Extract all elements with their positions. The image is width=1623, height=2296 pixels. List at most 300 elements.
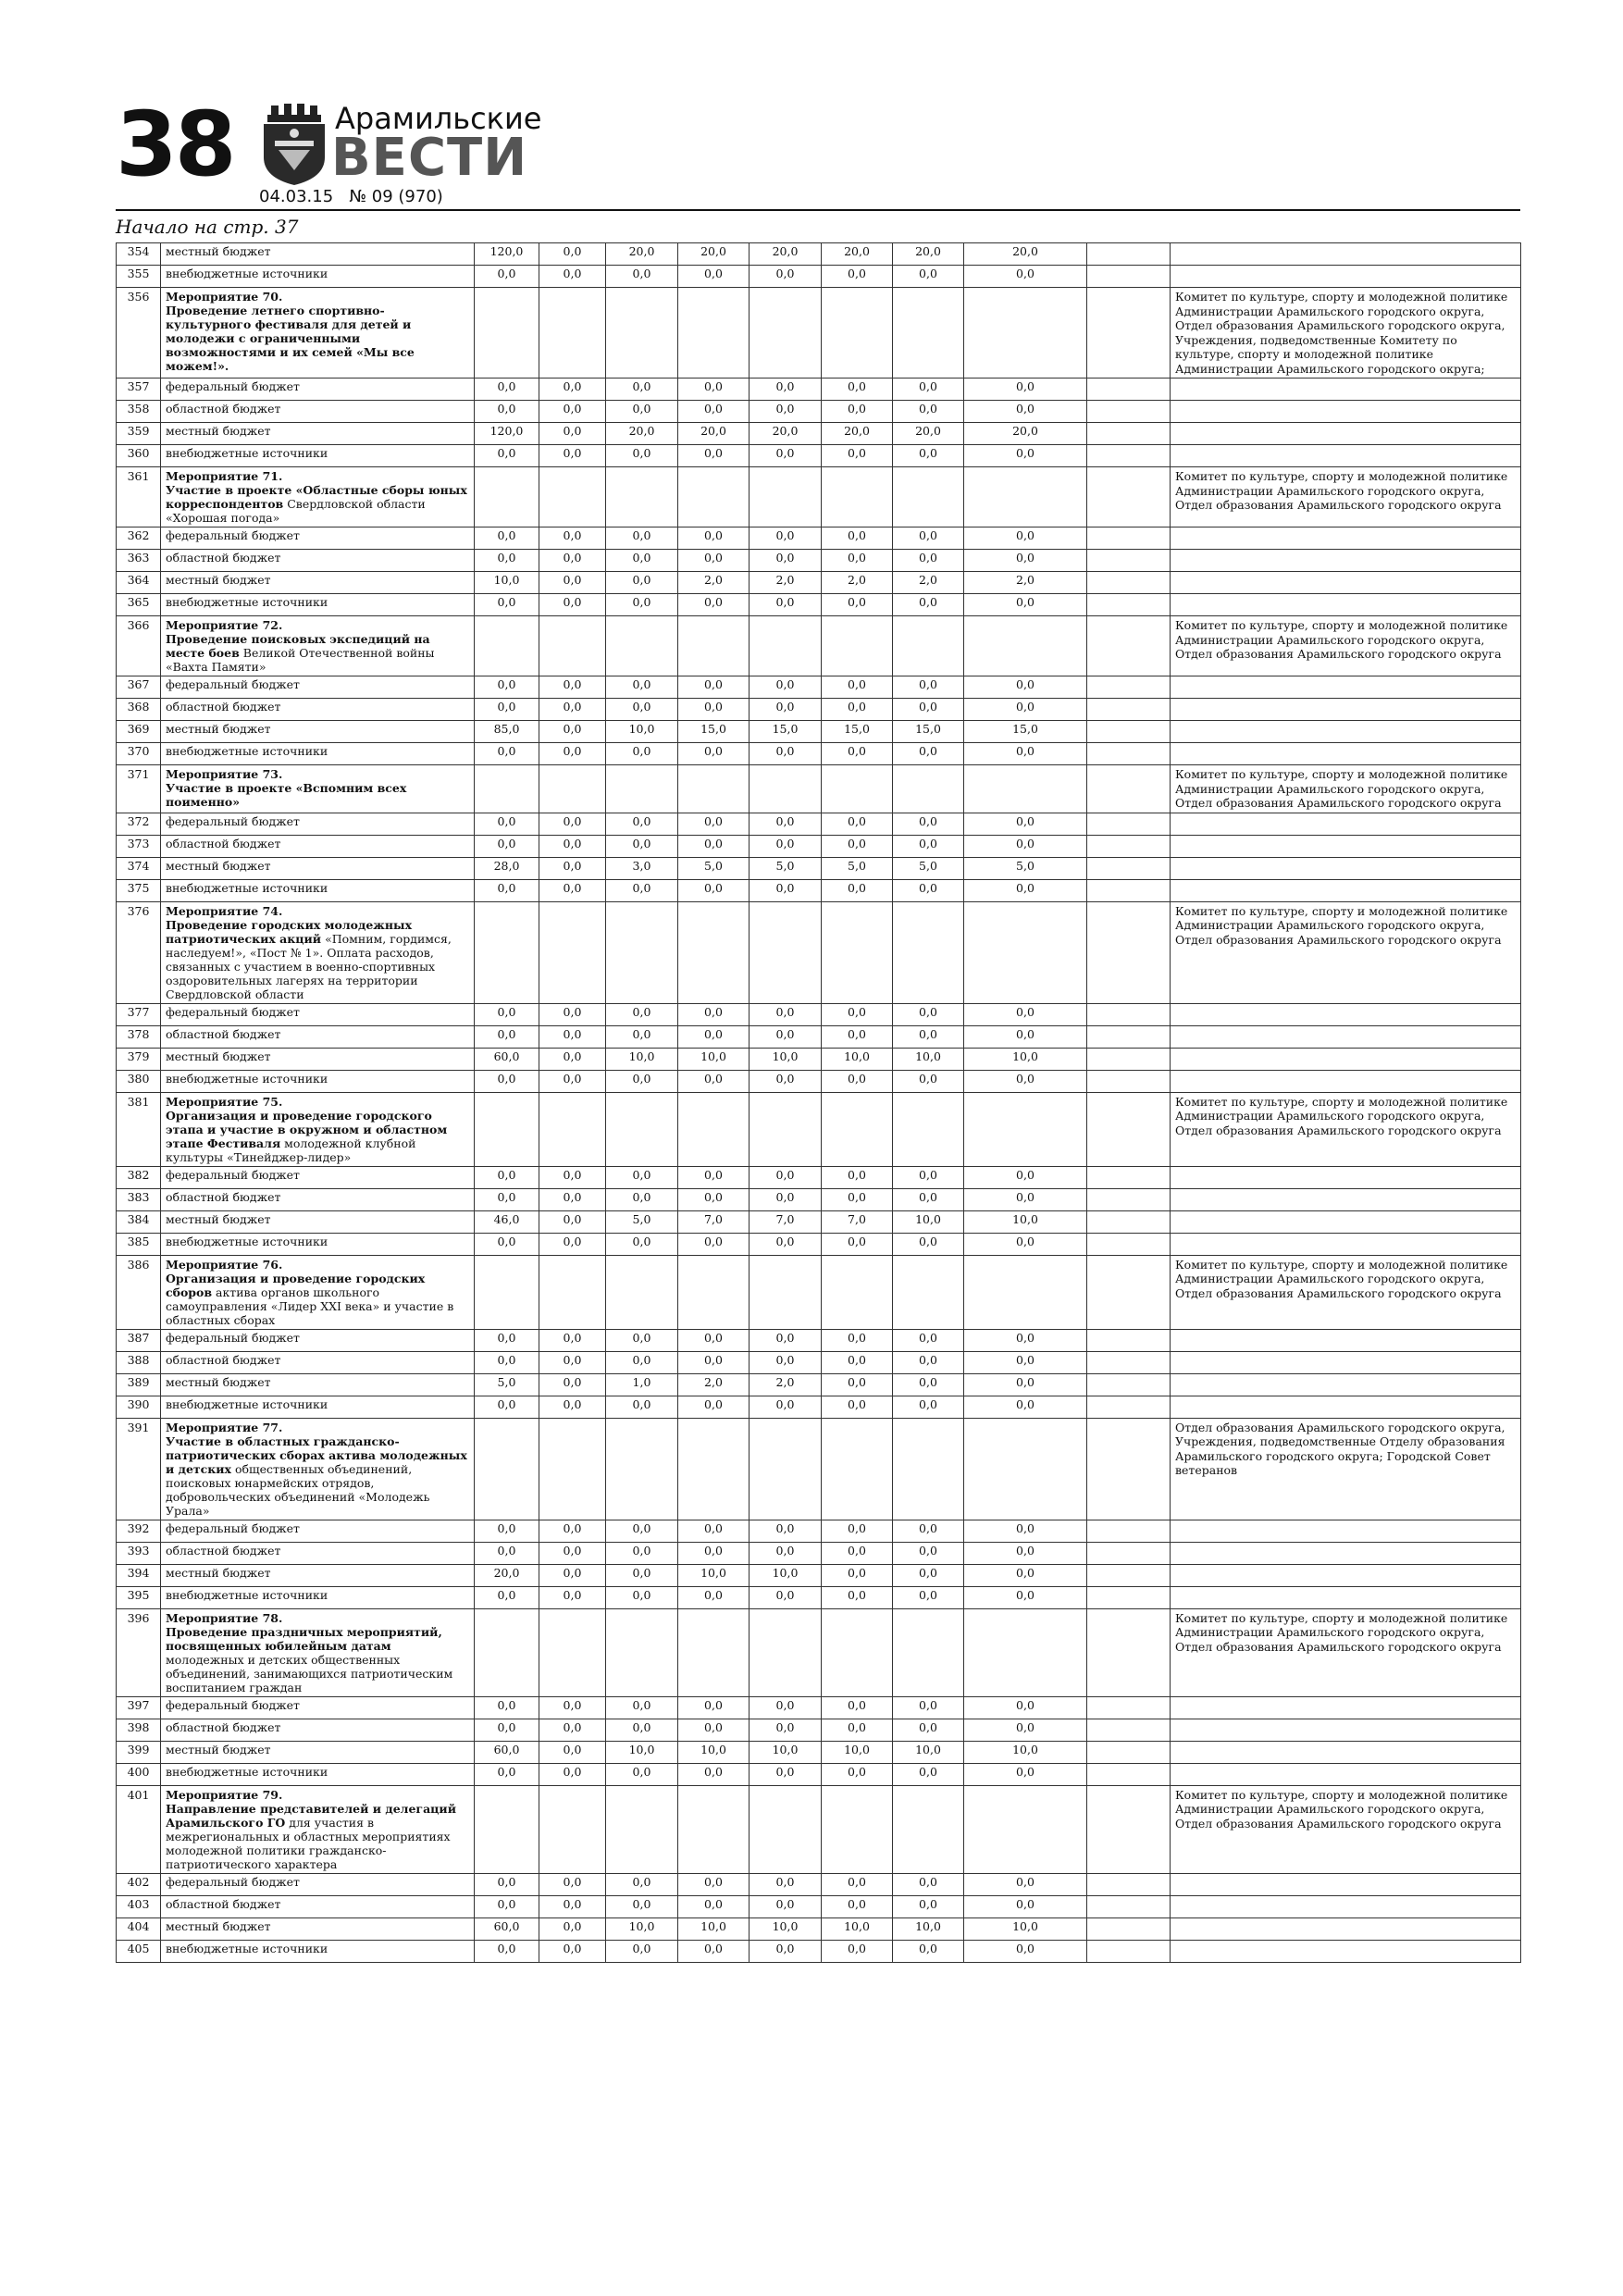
empty-cell (1087, 527, 1171, 550)
empty-cell (1087, 1785, 1171, 1873)
amount-cell: 0,0 (822, 813, 893, 835)
amount-cell: 0,0 (964, 1351, 1087, 1373)
amount-cell: 5,0 (750, 857, 822, 879)
amount-cell: 0,0 (750, 1166, 822, 1188)
amount-cell: 10,0 (606, 1917, 678, 1940)
funding-source-label: федеральный бюджет (161, 813, 475, 835)
amount-cell: 0,0 (539, 676, 606, 699)
amount-cell: 0,0 (678, 1166, 750, 1188)
empty-cell (678, 1785, 750, 1873)
funding-source-label: местный бюджет (161, 1917, 475, 1940)
responsible-executors: Комитет по культуре, спорту и молодежной политике Администрации Арамильского городского округа, Отдел образования Арамильского городского округа, Учреждения, подведомственные Комитету по культуре, спорту и молодежной политике Администрации Арамильского городского округа; (1171, 288, 1521, 379)
empty-cell (893, 616, 964, 676)
empty-cell (1171, 1542, 1521, 1564)
amount-cell: 0,0 (678, 1396, 750, 1418)
amount-cell: 0,0 (475, 1696, 539, 1719)
empty-cell (1087, 721, 1171, 743)
event-number: Мероприятие 72. (166, 618, 283, 632)
funding-source-label: федеральный бюджет (161, 1873, 475, 1895)
amount-cell: 0,0 (475, 1188, 539, 1210)
amount-cell: 0,0 (964, 1396, 1087, 1418)
responsible-executors: Комитет по культуре, спорту и молодежной политике Администрации Арамильского городского округа, Отдел образования Арамильского городского округа (1171, 1092, 1521, 1166)
empty-cell (1087, 857, 1171, 879)
amount-cell: 0,0 (750, 1329, 822, 1351)
amount-cell: 0,0 (750, 1351, 822, 1373)
event-title-continuation: общественных объединений, поисковых юнармейских отрядов, добровольческих объединений «Молодежь Урала» (166, 1461, 430, 1518)
amount-cell: 0,0 (475, 1763, 539, 1785)
amount-cell: 0,0 (475, 1166, 539, 1188)
event-title-continuation: молодежной клубной культуры «Тинейджер-лидер» (166, 1136, 416, 1164)
empty-cell (1171, 1895, 1521, 1917)
amount-cell: 0,0 (678, 445, 750, 467)
amount-cell: 0,0 (964, 550, 1087, 572)
amount-cell: 0,0 (893, 1329, 964, 1351)
empty-cell (1087, 1210, 1171, 1233)
amount-cell: 0,0 (822, 1070, 893, 1092)
amount-cell: 0,0 (475, 1520, 539, 1542)
funding-row (117, 1741, 1521, 1763)
amount-cell: 0,0 (893, 1586, 964, 1608)
empty-cell (1171, 1210, 1521, 1233)
amount-cell: 0,0 (539, 266, 606, 288)
amount-cell: 0,0 (964, 743, 1087, 765)
row-number: 356 (117, 288, 161, 379)
amount-cell: 0,0 (539, 721, 606, 743)
empty-cell (1171, 594, 1521, 616)
amount-cell: 0,0 (475, 835, 539, 857)
amount-cell: 10,0 (606, 1048, 678, 1070)
empty-cell (1087, 1719, 1171, 1741)
amount-cell: 0,0 (822, 1025, 893, 1048)
row-number: 367 (117, 676, 161, 699)
empty-cell (1171, 379, 1521, 401)
empty-cell (1171, 835, 1521, 857)
amount-cell: 0,0 (678, 835, 750, 857)
amount-cell: 0,0 (539, 1070, 606, 1092)
funding-row (117, 857, 1521, 879)
event-title: Участие в проекте «Областные сборы юных корреспондентов (166, 483, 467, 511)
empty-cell (678, 1255, 750, 1329)
amount-cell: 0,0 (678, 1070, 750, 1092)
amount-cell: 0,0 (475, 879, 539, 901)
empty-cell (475, 1255, 539, 1329)
funding-source-label: местный бюджет (161, 423, 475, 445)
empty-cell (1087, 594, 1171, 616)
row-number: 378 (117, 1025, 161, 1048)
amount-cell: 0,0 (606, 835, 678, 857)
amount-cell: 0,0 (822, 1696, 893, 1719)
amount-cell: 0,0 (893, 1166, 964, 1188)
amount-cell: 0,0 (893, 1188, 964, 1210)
amount-cell: 0,0 (678, 699, 750, 721)
budget-table-body (117, 243, 1521, 1963)
row-number: 368 (117, 699, 161, 721)
amount-cell: 10,0 (678, 1048, 750, 1070)
funding-row (117, 699, 1521, 721)
amount-cell: 2,0 (678, 572, 750, 594)
amount-cell: 20,0 (964, 423, 1087, 445)
amount-cell: 0,0 (539, 1396, 606, 1418)
amount-cell: 5,0 (606, 1210, 678, 1233)
amount-cell: 0,0 (606, 379, 678, 401)
empty-cell (964, 616, 1087, 676)
amount-cell: 0,0 (678, 813, 750, 835)
amount-cell: 0,0 (822, 1895, 893, 1917)
amount-cell: 0,0 (750, 379, 822, 401)
amount-cell: 10,0 (606, 721, 678, 743)
amount-cell: 0,0 (539, 379, 606, 401)
amount-cell: 0,0 (606, 550, 678, 572)
funding-source-label: областной бюджет (161, 1542, 475, 1564)
empty-cell (1171, 1696, 1521, 1719)
row-number: 398 (117, 1719, 161, 1741)
funding-source-label: местный бюджет (161, 1564, 475, 1586)
empty-cell (750, 1608, 822, 1696)
issue-info (259, 187, 443, 206)
amount-cell: 0,0 (893, 594, 964, 616)
amount-cell: 0,0 (539, 1940, 606, 1962)
empty-cell (964, 1255, 1087, 1329)
row-number: 372 (117, 813, 161, 835)
funding-source-label: внебюджетные источники (161, 879, 475, 901)
empty-cell (678, 1418, 750, 1520)
funding-source-label: местный бюджет (161, 1048, 475, 1070)
empty-cell (893, 1785, 964, 1873)
funding-source-label: местный бюджет (161, 721, 475, 743)
amount-cell: 0,0 (964, 266, 1087, 288)
empty-cell (1171, 1373, 1521, 1396)
funding-source-label: местный бюджет (161, 857, 475, 879)
amount-cell: 0,0 (893, 1396, 964, 1418)
empty-cell (893, 1608, 964, 1696)
amount-cell: 28,0 (475, 857, 539, 879)
amount-cell: 0,0 (822, 1396, 893, 1418)
event-row (117, 467, 1521, 527)
amount-cell: 0,0 (893, 1564, 964, 1586)
amount-cell: 0,0 (750, 1696, 822, 1719)
empty-cell (822, 1785, 893, 1873)
amount-cell: 20,0 (475, 1564, 539, 1586)
empty-cell (750, 1255, 822, 1329)
amount-cell: 10,0 (678, 1917, 750, 1940)
funding-source-label: внебюджетные источники (161, 1763, 475, 1785)
empty-cell (1171, 550, 1521, 572)
amount-cell: 10,0 (750, 1564, 822, 1586)
empty-cell (475, 467, 539, 527)
amount-cell: 0,0 (475, 1351, 539, 1373)
empty-cell (964, 765, 1087, 813)
funding-source-label: внебюджетные источники (161, 1396, 475, 1418)
funding-row (117, 1917, 1521, 1940)
amount-cell: 0,0 (606, 1586, 678, 1608)
amount-cell: 46,0 (475, 1210, 539, 1233)
event-title-cell (161, 467, 475, 527)
amount-cell: 0,0 (893, 401, 964, 423)
amount-cell: 0,0 (678, 266, 750, 288)
amount-cell: 10,0 (750, 1917, 822, 1940)
row-number: 358 (117, 401, 161, 423)
amount-cell: 0,0 (606, 1520, 678, 1542)
empty-cell (1171, 1166, 1521, 1188)
empty-cell (1087, 1351, 1171, 1373)
amount-cell: 0,0 (475, 1542, 539, 1564)
amount-cell: 0,0 (678, 1940, 750, 1962)
amount-cell: 10,0 (893, 1741, 964, 1763)
amount-cell: 0,0 (822, 1586, 893, 1608)
funding-source-label: федеральный бюджет (161, 527, 475, 550)
amount-cell: 0,0 (893, 527, 964, 550)
amount-cell: 0,0 (539, 423, 606, 445)
funding-row (117, 813, 1521, 835)
funding-source-label: федеральный бюджет (161, 1520, 475, 1542)
empty-cell (822, 616, 893, 676)
amount-cell: 20,0 (678, 243, 750, 266)
empty-cell (1087, 550, 1171, 572)
event-title-cell (161, 901, 475, 1003)
amount-cell: 0,0 (893, 379, 964, 401)
amount-cell: 0,0 (750, 594, 822, 616)
row-number: 369 (117, 721, 161, 743)
row-number: 383 (117, 1188, 161, 1210)
amount-cell: 0,0 (539, 1520, 606, 1542)
empty-cell (539, 467, 606, 527)
empty-cell (750, 616, 822, 676)
row-number: 402 (117, 1873, 161, 1895)
row-number: 404 (117, 1917, 161, 1940)
funding-row (117, 1351, 1521, 1373)
empty-cell (606, 1255, 678, 1329)
funding-row (117, 243, 1521, 266)
empty-cell (1087, 1373, 1171, 1396)
amount-cell: 0,0 (475, 1873, 539, 1895)
funding-source-label: федеральный бюджет (161, 379, 475, 401)
amount-cell: 20,0 (678, 423, 750, 445)
amount-cell: 0,0 (678, 379, 750, 401)
funding-source-label: областной бюджет (161, 550, 475, 572)
amount-cell: 0,0 (822, 1329, 893, 1351)
amount-cell: 0,0 (678, 1003, 750, 1025)
row-number: 374 (117, 857, 161, 879)
amount-cell: 0,0 (539, 1741, 606, 1763)
amount-cell: 15,0 (822, 721, 893, 743)
empty-cell (606, 288, 678, 379)
amount-cell: 0,0 (964, 1373, 1087, 1396)
empty-cell (1087, 1741, 1171, 1763)
amount-cell: 0,0 (475, 1396, 539, 1418)
empty-cell (1171, 266, 1521, 288)
amount-cell: 0,0 (678, 1586, 750, 1608)
funding-source-label: местный бюджет (161, 1210, 475, 1233)
empty-cell (475, 1418, 539, 1520)
event-row (117, 1255, 1521, 1329)
amount-cell: 20,0 (893, 243, 964, 266)
amount-cell: 0,0 (822, 1233, 893, 1255)
event-number: Мероприятие 75. (166, 1094, 283, 1109)
amount-cell: 0,0 (750, 550, 822, 572)
empty-cell (1087, 1233, 1171, 1255)
amount-cell: 0,0 (750, 1520, 822, 1542)
empty-cell (1087, 901, 1171, 1003)
row-number: 379 (117, 1048, 161, 1070)
amount-cell: 0,0 (475, 1025, 539, 1048)
empty-cell (539, 1092, 606, 1166)
event-title: Проведение летнего спортивно-культурного фестиваля для детей и молодежи с ограниченными возможностями и их семей «Мы все можем!». (166, 304, 415, 373)
row-number: 354 (117, 243, 161, 266)
amount-cell: 0,0 (964, 1188, 1087, 1210)
empty-cell (1087, 1542, 1171, 1564)
empty-cell (893, 288, 964, 379)
amount-cell: 10,0 (678, 1741, 750, 1763)
empty-cell (1171, 1351, 1521, 1373)
amount-cell: 0,0 (606, 1873, 678, 1895)
empty-cell (1171, 423, 1521, 445)
amount-cell: 20,0 (606, 423, 678, 445)
amount-cell: 0,0 (822, 266, 893, 288)
empty-cell (1171, 1719, 1521, 1741)
empty-cell (1087, 423, 1171, 445)
amount-cell: 0,0 (539, 699, 606, 721)
amount-cell: 10,0 (964, 1048, 1087, 1070)
amount-cell: 0,0 (475, 1719, 539, 1741)
amount-cell: 0,0 (822, 379, 893, 401)
amount-cell: 0,0 (475, 445, 539, 467)
empty-cell (1171, 857, 1521, 879)
empty-cell (822, 288, 893, 379)
amount-cell: 0,0 (822, 1873, 893, 1895)
amount-cell: 0,0 (750, 1873, 822, 1895)
empty-cell (964, 288, 1087, 379)
amount-cell: 0,0 (750, 1025, 822, 1048)
amount-cell: 0,0 (606, 1940, 678, 1962)
row-number: 405 (117, 1940, 161, 1962)
amount-cell: 0,0 (539, 1564, 606, 1586)
amount-cell: 0,0 (893, 1895, 964, 1917)
amount-cell: 0,0 (964, 1873, 1087, 1895)
issue-date: 04.03.15 (259, 187, 334, 206)
empty-cell (1087, 743, 1171, 765)
row-number: 390 (117, 1396, 161, 1418)
amount-cell: 0,0 (964, 1542, 1087, 1564)
amount-cell: 0,0 (606, 445, 678, 467)
funding-row (117, 1719, 1521, 1741)
amount-cell: 0,0 (539, 445, 606, 467)
amount-cell: 0,0 (964, 676, 1087, 699)
amount-cell: 0,0 (893, 445, 964, 467)
amount-cell: 0,0 (539, 572, 606, 594)
empty-cell (822, 765, 893, 813)
event-title-continuation: Свердловской области «Хорошая погода» (166, 497, 426, 525)
funding-row (117, 1396, 1521, 1418)
empty-cell (606, 1785, 678, 1873)
funding-row (117, 1025, 1521, 1048)
amount-cell: 1,0 (606, 1373, 678, 1396)
empty-cell (1087, 572, 1171, 594)
amount-cell: 0,0 (750, 835, 822, 857)
amount-cell: 20,0 (893, 423, 964, 445)
responsible-executors: Отдел образования Арамильского городского округа, Учреждения, подведомственные Отделу образования Арамильского городского округа; Городской Совет ветеранов (1171, 1418, 1521, 1520)
empty-cell (750, 1785, 822, 1873)
empty-cell (822, 1608, 893, 1696)
row-number: 386 (117, 1255, 161, 1329)
row-number: 389 (117, 1373, 161, 1396)
empty-cell (678, 1092, 750, 1166)
empty-cell (893, 901, 964, 1003)
row-number: 396 (117, 1608, 161, 1696)
funding-source-label: местный бюджет (161, 1373, 475, 1396)
amount-cell: 0,0 (964, 879, 1087, 901)
empty-cell (1087, 288, 1171, 379)
amount-cell: 60,0 (475, 1741, 539, 1763)
amount-cell: 0,0 (678, 1520, 750, 1542)
empty-cell (1171, 1396, 1521, 1418)
empty-cell (1087, 1608, 1171, 1696)
empty-cell (1087, 1520, 1171, 1542)
amount-cell: 0,0 (606, 699, 678, 721)
empty-cell (1087, 1329, 1171, 1351)
amount-cell: 0,0 (893, 813, 964, 835)
amount-cell: 0,0 (539, 1188, 606, 1210)
funding-source-label: областной бюджет (161, 1025, 475, 1048)
amount-cell: 7,0 (822, 1210, 893, 1233)
amount-cell: 0,0 (822, 743, 893, 765)
empty-cell (1087, 1188, 1171, 1210)
amount-cell: 0,0 (822, 676, 893, 699)
empty-cell (822, 901, 893, 1003)
amount-cell: 0,0 (606, 743, 678, 765)
responsible-executors: Комитет по культуре, спорту и молодежной политике Администрации Арамильского городского округа, Отдел образования Арамильского городского округа (1171, 765, 1521, 813)
amount-cell: 0,0 (964, 1003, 1087, 1025)
amount-cell: 0,0 (822, 401, 893, 423)
amount-cell: 0,0 (893, 1025, 964, 1048)
empty-cell (1171, 743, 1521, 765)
amount-cell: 0,0 (964, 445, 1087, 467)
funding-source-label: федеральный бюджет (161, 1696, 475, 1719)
row-number: 376 (117, 901, 161, 1003)
funding-row (117, 1048, 1521, 1070)
funding-row (117, 379, 1521, 401)
empty-cell (1171, 1520, 1521, 1542)
amount-cell: 0,0 (750, 813, 822, 835)
amount-cell: 0,0 (678, 1351, 750, 1373)
empty-cell (1171, 1188, 1521, 1210)
funding-row (117, 879, 1521, 901)
empty-cell (475, 1608, 539, 1696)
event-title-cell (161, 288, 475, 379)
empty-cell (1087, 879, 1171, 901)
event-row (117, 616, 1521, 676)
amount-cell: 0,0 (606, 1233, 678, 1255)
row-number: 387 (117, 1329, 161, 1351)
empty-cell (1087, 1396, 1171, 1418)
empty-cell (750, 288, 822, 379)
row-number: 388 (117, 1351, 161, 1373)
amount-cell: 0,0 (750, 699, 822, 721)
amount-cell: 0,0 (822, 1003, 893, 1025)
amount-cell: 20,0 (750, 243, 822, 266)
event-title: Участие в проекте «Вспомним всех поименно» (166, 781, 407, 809)
amount-cell: 0,0 (822, 699, 893, 721)
funding-row (117, 1696, 1521, 1719)
issue-number: № 09 (970) (349, 187, 443, 206)
newspaper-name-top: Арамильские (335, 101, 542, 136)
amount-cell: 0,0 (539, 1351, 606, 1373)
funding-row (117, 423, 1521, 445)
event-title-continuation: «Помним, гордимся, наследуем!», «Пост № 1». Оплата расходов, связанных с участием в военно-спортивных оздоровительных лагерях на территории Свердловской области (166, 931, 452, 1001)
event-title-cell (161, 1608, 475, 1696)
funding-source-label: внебюджетные источники (161, 594, 475, 616)
row-number: 355 (117, 266, 161, 288)
amount-cell: 0,0 (539, 1166, 606, 1188)
